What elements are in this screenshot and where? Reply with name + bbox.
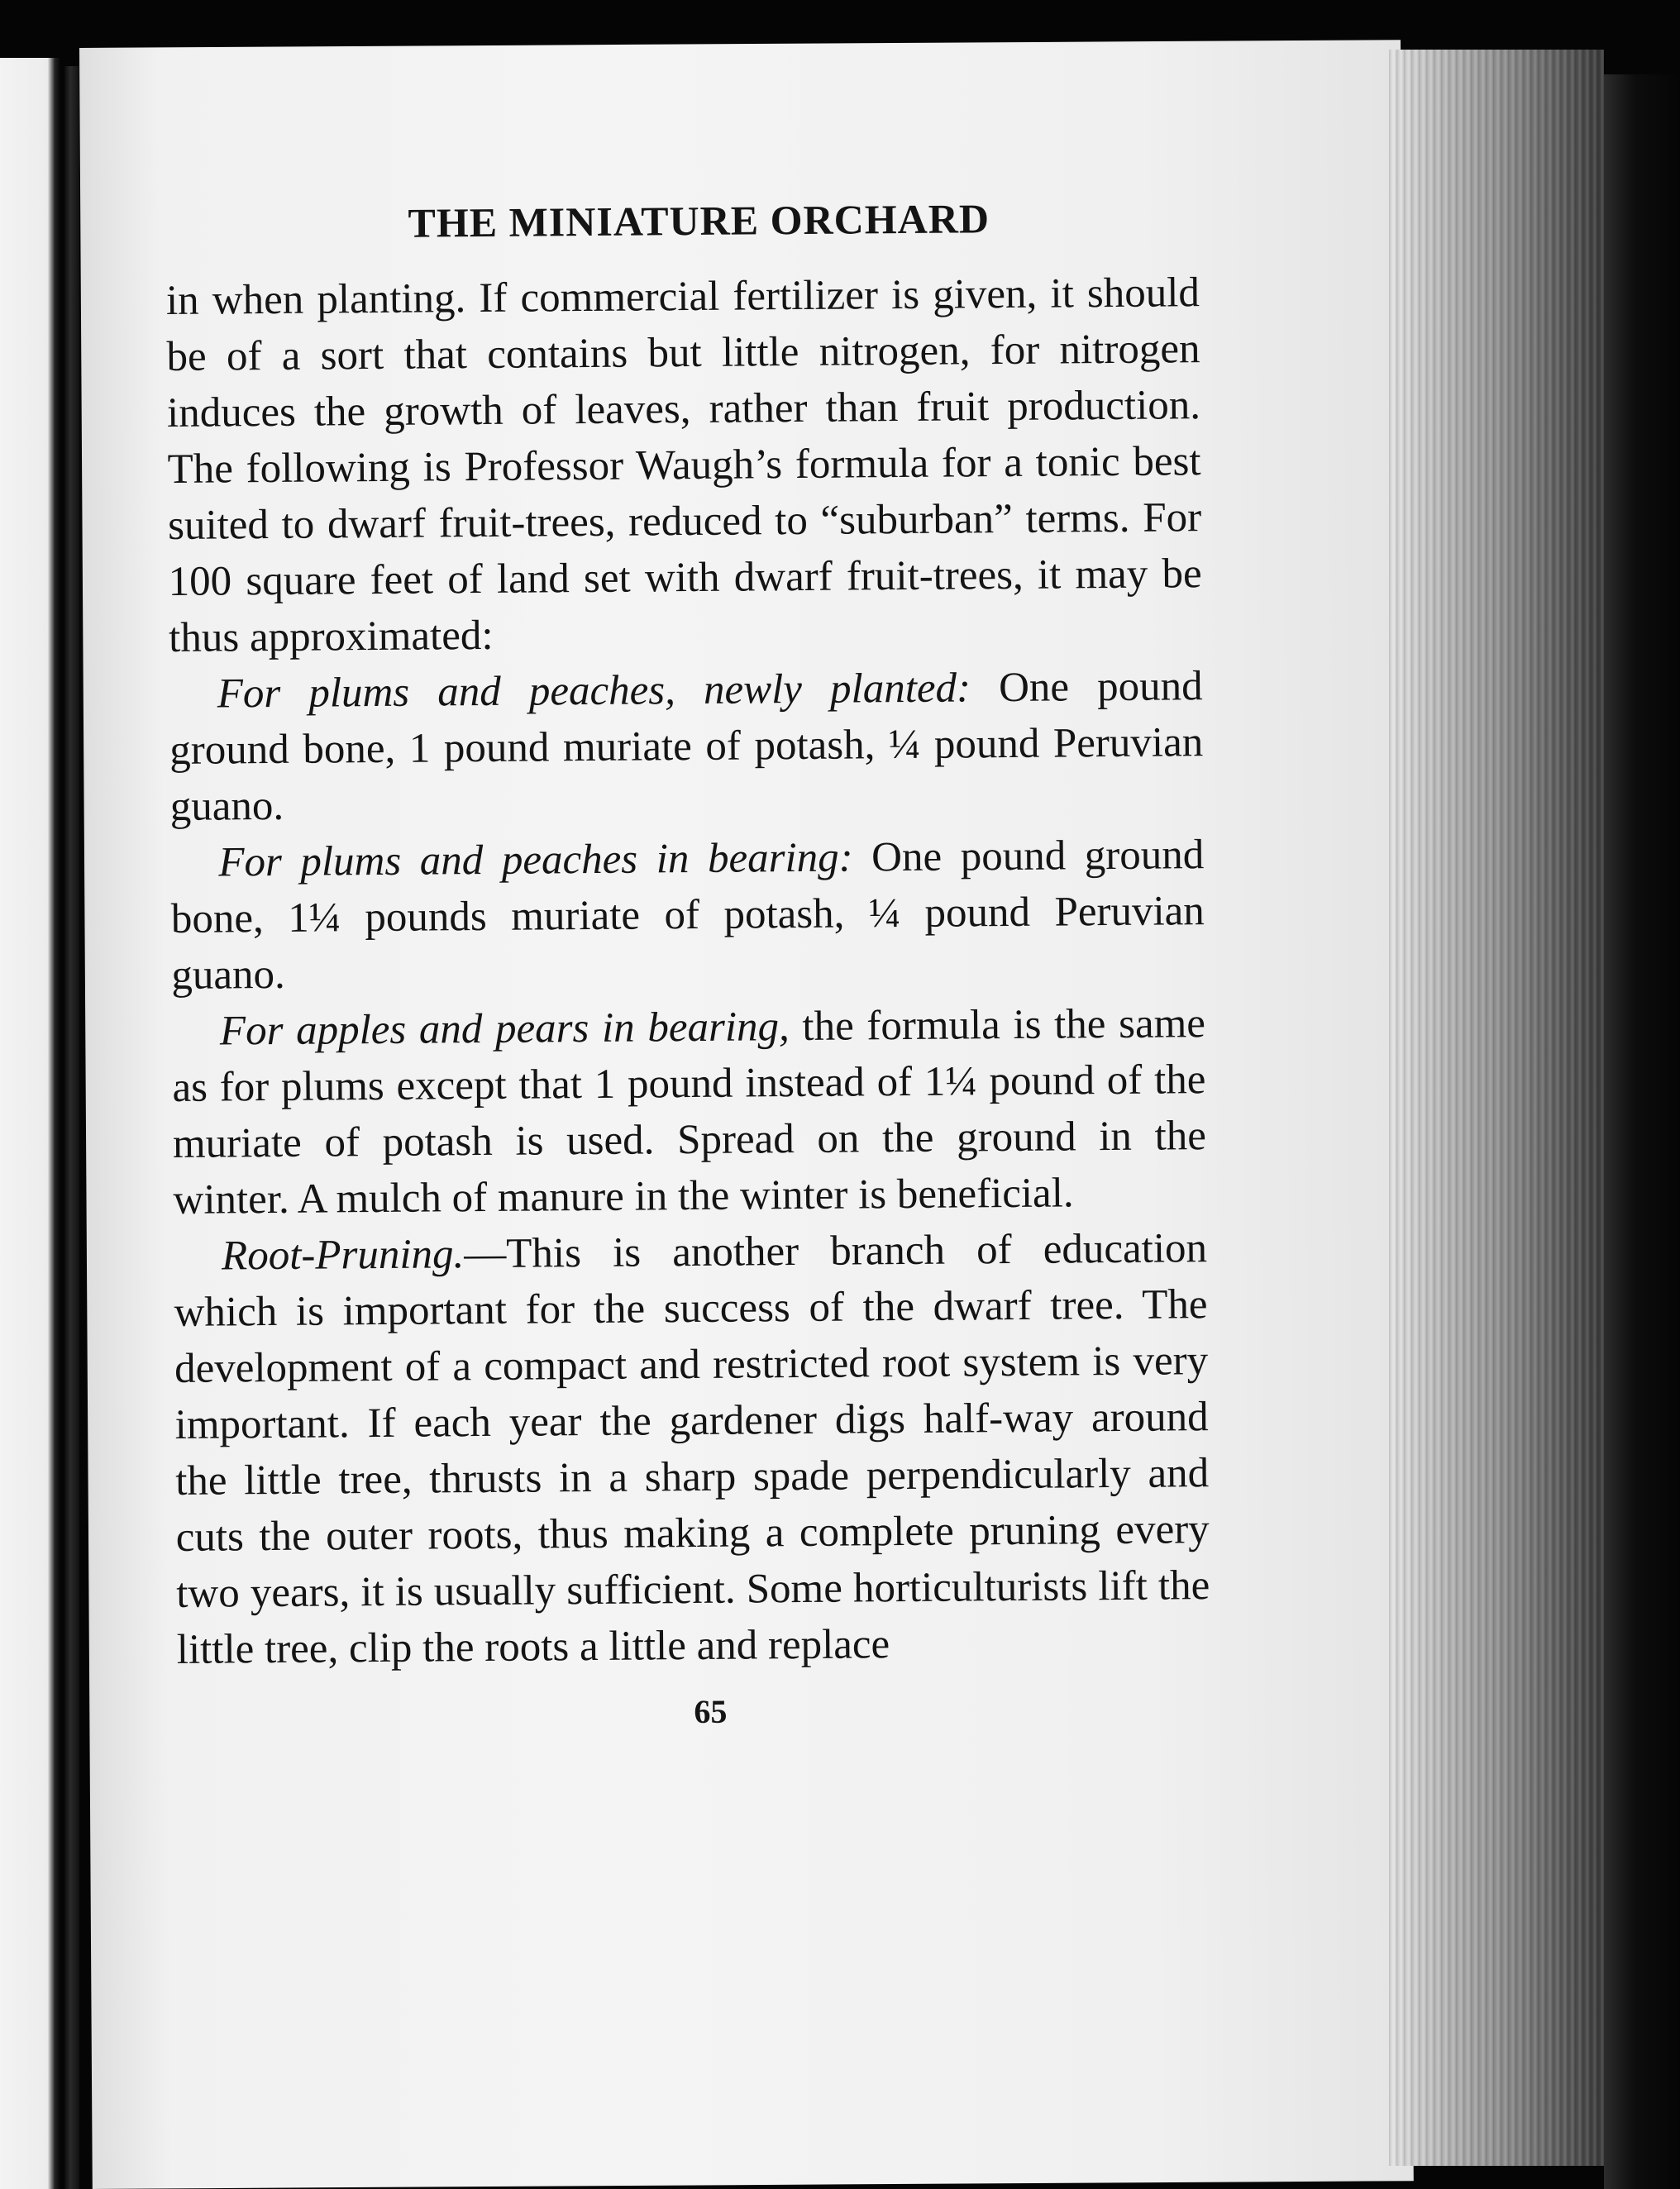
paragraph-5-lead: Root-Pruning. xyxy=(221,1231,465,1280)
paragraph-3 xyxy=(170,827,1205,1004)
book-cover-edge xyxy=(1604,74,1680,2189)
page-number: 65 xyxy=(694,1692,728,1731)
paragraph-2 xyxy=(169,658,1204,835)
paragraph-3-text: One pound ground bone, 1¼ pounds muriate of potash, ¼ pound Peruvian guano. xyxy=(170,832,1205,999)
paragraph-2-text: One pound ground bone, 1 pound muriate of potash, ¼ pound Peruvian guano. xyxy=(169,663,1204,830)
paragraph-2-lead: For plums and peaches, newly planted: xyxy=(217,665,971,718)
page-fore-edge xyxy=(1389,50,1604,2166)
paragraph-4-lead: For apples and pears in bearing, xyxy=(219,1004,790,1055)
book-spine xyxy=(64,66,79,2189)
left-page-edge xyxy=(0,58,60,2189)
paragraph-1 xyxy=(166,265,1203,666)
paragraph-4 xyxy=(172,995,1207,1228)
paragraph-1-text: in when planting. If commercial fertilizer is given, it should be of a sort that contains but little nitrogen, for nitrogen induces the growth of leaves, rather than fruit production. The following is Professor Waugh’s formula for a tonic best suited to dwarf fruit-trees, reduced to “suburban” terms. For 100 square feet of land set with dwarf fruit-trees, it may be thus approximated: xyxy=(165,269,1202,661)
paragraph-4-text: the formula is the same as for plums except that 1 pound instead of 1¼ pound of the muriate of potash is used. Spread on the ground in the winter. A mulch of manure in the winter is beneficial. xyxy=(172,1000,1207,1223)
paragraph-3-lead: For plums and peaches in bearing: xyxy=(218,834,853,886)
running-head: THE MINIATURE ORCHARD xyxy=(408,195,990,246)
paragraph-5 xyxy=(174,1220,1210,1678)
paragraph-5-text: —This is another branch of education which is important for the success of the dwarf tree. The development of a compact and restricted root system is very important. If each year the gardener digs half-way around the little tree, thrusts in a sharp spade perpendicularly and cuts the outer roots, thus making a complete pruning every two years, it is usually sufficient. Some horticulturists lift the little tree, clip the roots a little and replace xyxy=(174,1225,1210,1673)
page-text-block xyxy=(165,190,1211,1739)
